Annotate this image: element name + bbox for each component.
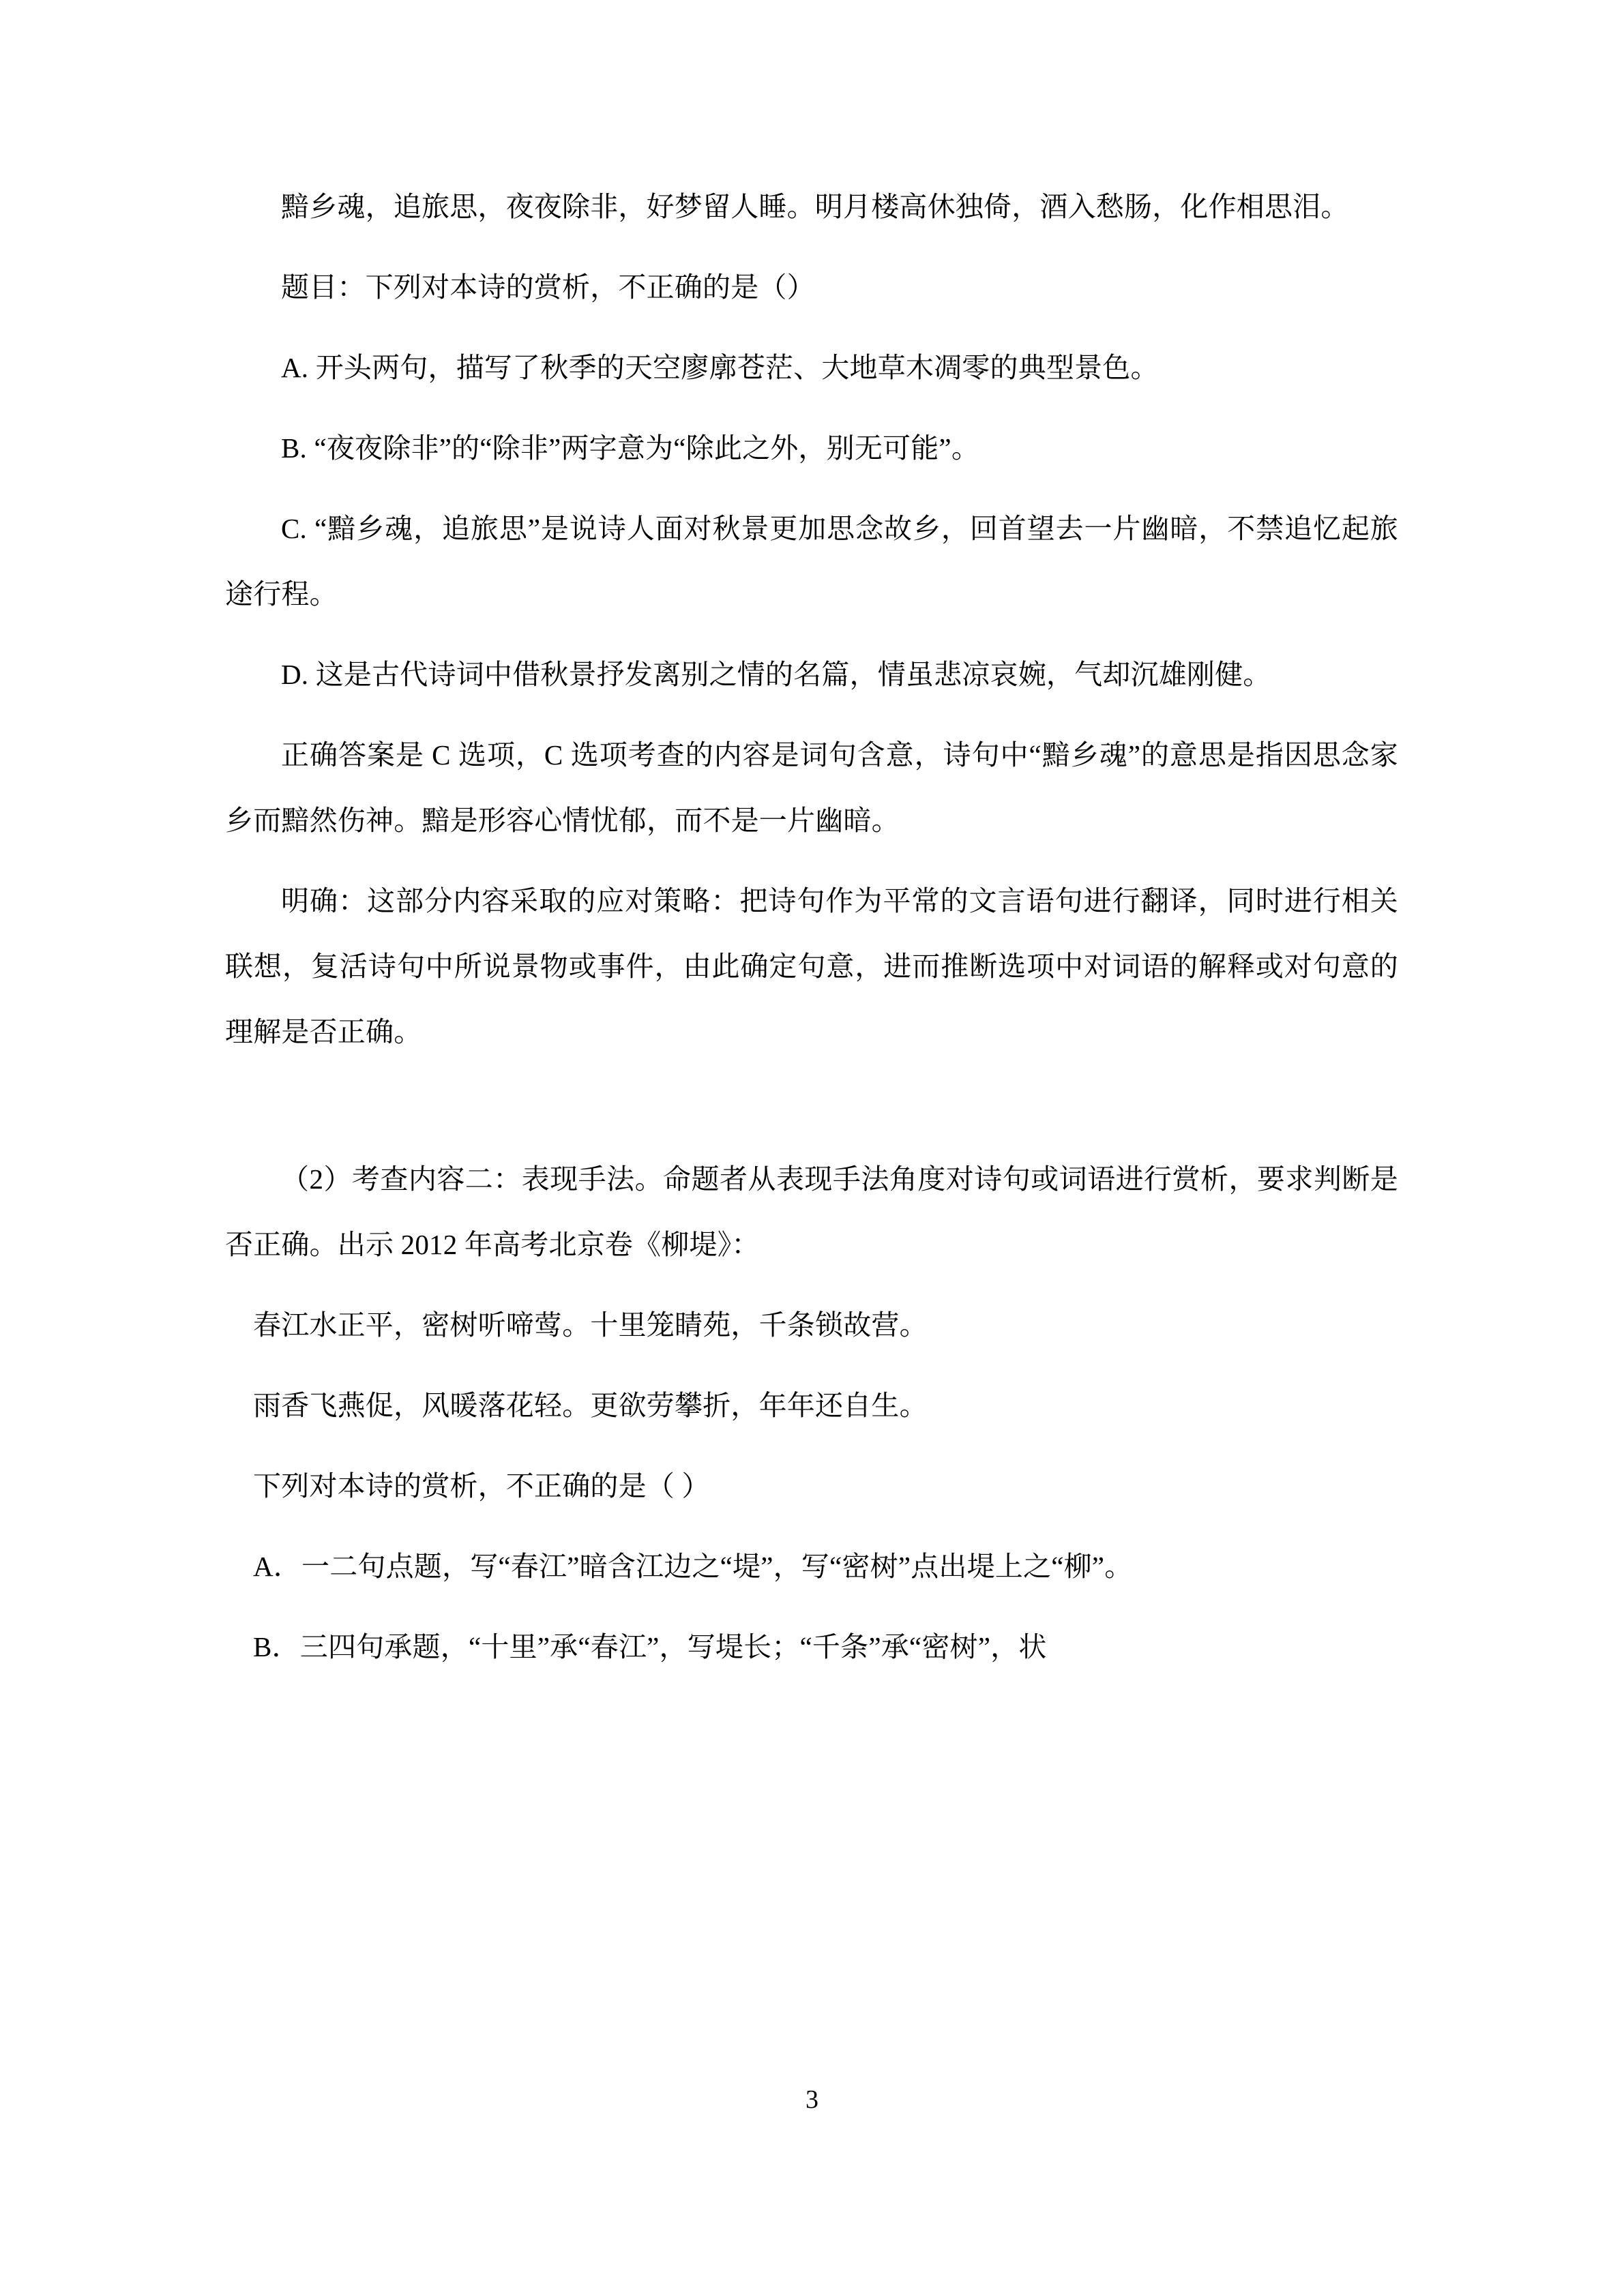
spacer xyxy=(225,1519,1398,1534)
paragraph-q2-option-a: A．一二句点题，写“春江”暗含江边之“堤”，写“密树”点出堤上之“柳”。 xyxy=(253,1551,1133,1582)
paragraph-section-heading-2: （2）考查内容二：表现手法。命题者从表现手法角度对诗句或词语进行赏析，要求判断是否正确。出示 2012 年高考北京卷《柳堤》： xyxy=(225,1163,1398,1260)
spacer xyxy=(225,1599,1398,1614)
spacer xyxy=(225,1358,1398,1373)
paragraph-poem2-line1: 春江水正平，密树听啼莺。十里笼睛苑，千条锁故营。 xyxy=(253,1309,928,1341)
paragraph-answer-explanation: 正确答案是 C 选项，C 选项考查的内容是词句含意，诗句中“黯乡魂”的意思是指因思念家乡而黯然伤神。黯是形容心情忧郁，而不是一片幽暗。 xyxy=(225,739,1398,836)
paragraph-poem-excerpt: 黯乡魂，追旅思，夜夜除非，好梦留人睡。明月楼高休独倚，酒入愁肠，化作相思泪。 xyxy=(281,191,1349,222)
paragraph-option-c: C. “黯乡魂，追旅思”是说诗人面对秋景更加思念故乡，回首望去一片幽暗，不禁追忆起旅途行程。 xyxy=(225,513,1398,610)
paragraph-poem2-line2: 雨香飞燕促，风暖落花轻。更欲劳攀折，年年还自生。 xyxy=(253,1390,928,1421)
spacer xyxy=(225,853,1398,868)
paragraph-question2-prompt: 下列对本诗的赏析，不正确的是（ ） xyxy=(253,1470,710,1502)
spacer xyxy=(225,481,1398,496)
paragraph-option-a: A. 开头两句，描写了秋季的天空廖廓苍茫、大地草木凋零的典型景色。 xyxy=(281,352,1159,383)
spacer xyxy=(225,1438,1398,1453)
paragraph-question-prompt: 题目：下列对本诗的赏析，不正确的是（） xyxy=(281,271,815,303)
spacer xyxy=(225,1277,1398,1292)
paragraph-option-d: D. 这是古代诗词中借秋景抒发离别之情的名篇，情虽悲凉哀婉，气却沉雄刚健。 xyxy=(281,659,1271,690)
spacer xyxy=(225,627,1398,642)
spacer xyxy=(225,707,1398,722)
spacer xyxy=(225,400,1398,415)
page-number: 3 xyxy=(806,2085,818,2114)
section-spacer xyxy=(225,1064,1398,1146)
spacer xyxy=(225,239,1398,254)
spacer xyxy=(225,320,1398,335)
paragraph-clarification: 明确：这部分内容采取的应对策略：把诗句作为平常的文言语句进行翻译，同时进行相关联想，复活诗句中所说景物或事件，由此确定句意，进而推断选项中对词语的解释或对句意的理解是否正确。 xyxy=(225,885,1398,1047)
paragraph-q2-option-b: B．三四句承题，“十里”承“春江”，写堤长；“千条”承“密树”，状 xyxy=(253,1631,1047,1663)
page-body xyxy=(225,174,1398,1680)
paragraph-option-b: B. “夜夜除非”的“除非”两字意为“除此之外，别无可能”。 xyxy=(281,432,980,464)
